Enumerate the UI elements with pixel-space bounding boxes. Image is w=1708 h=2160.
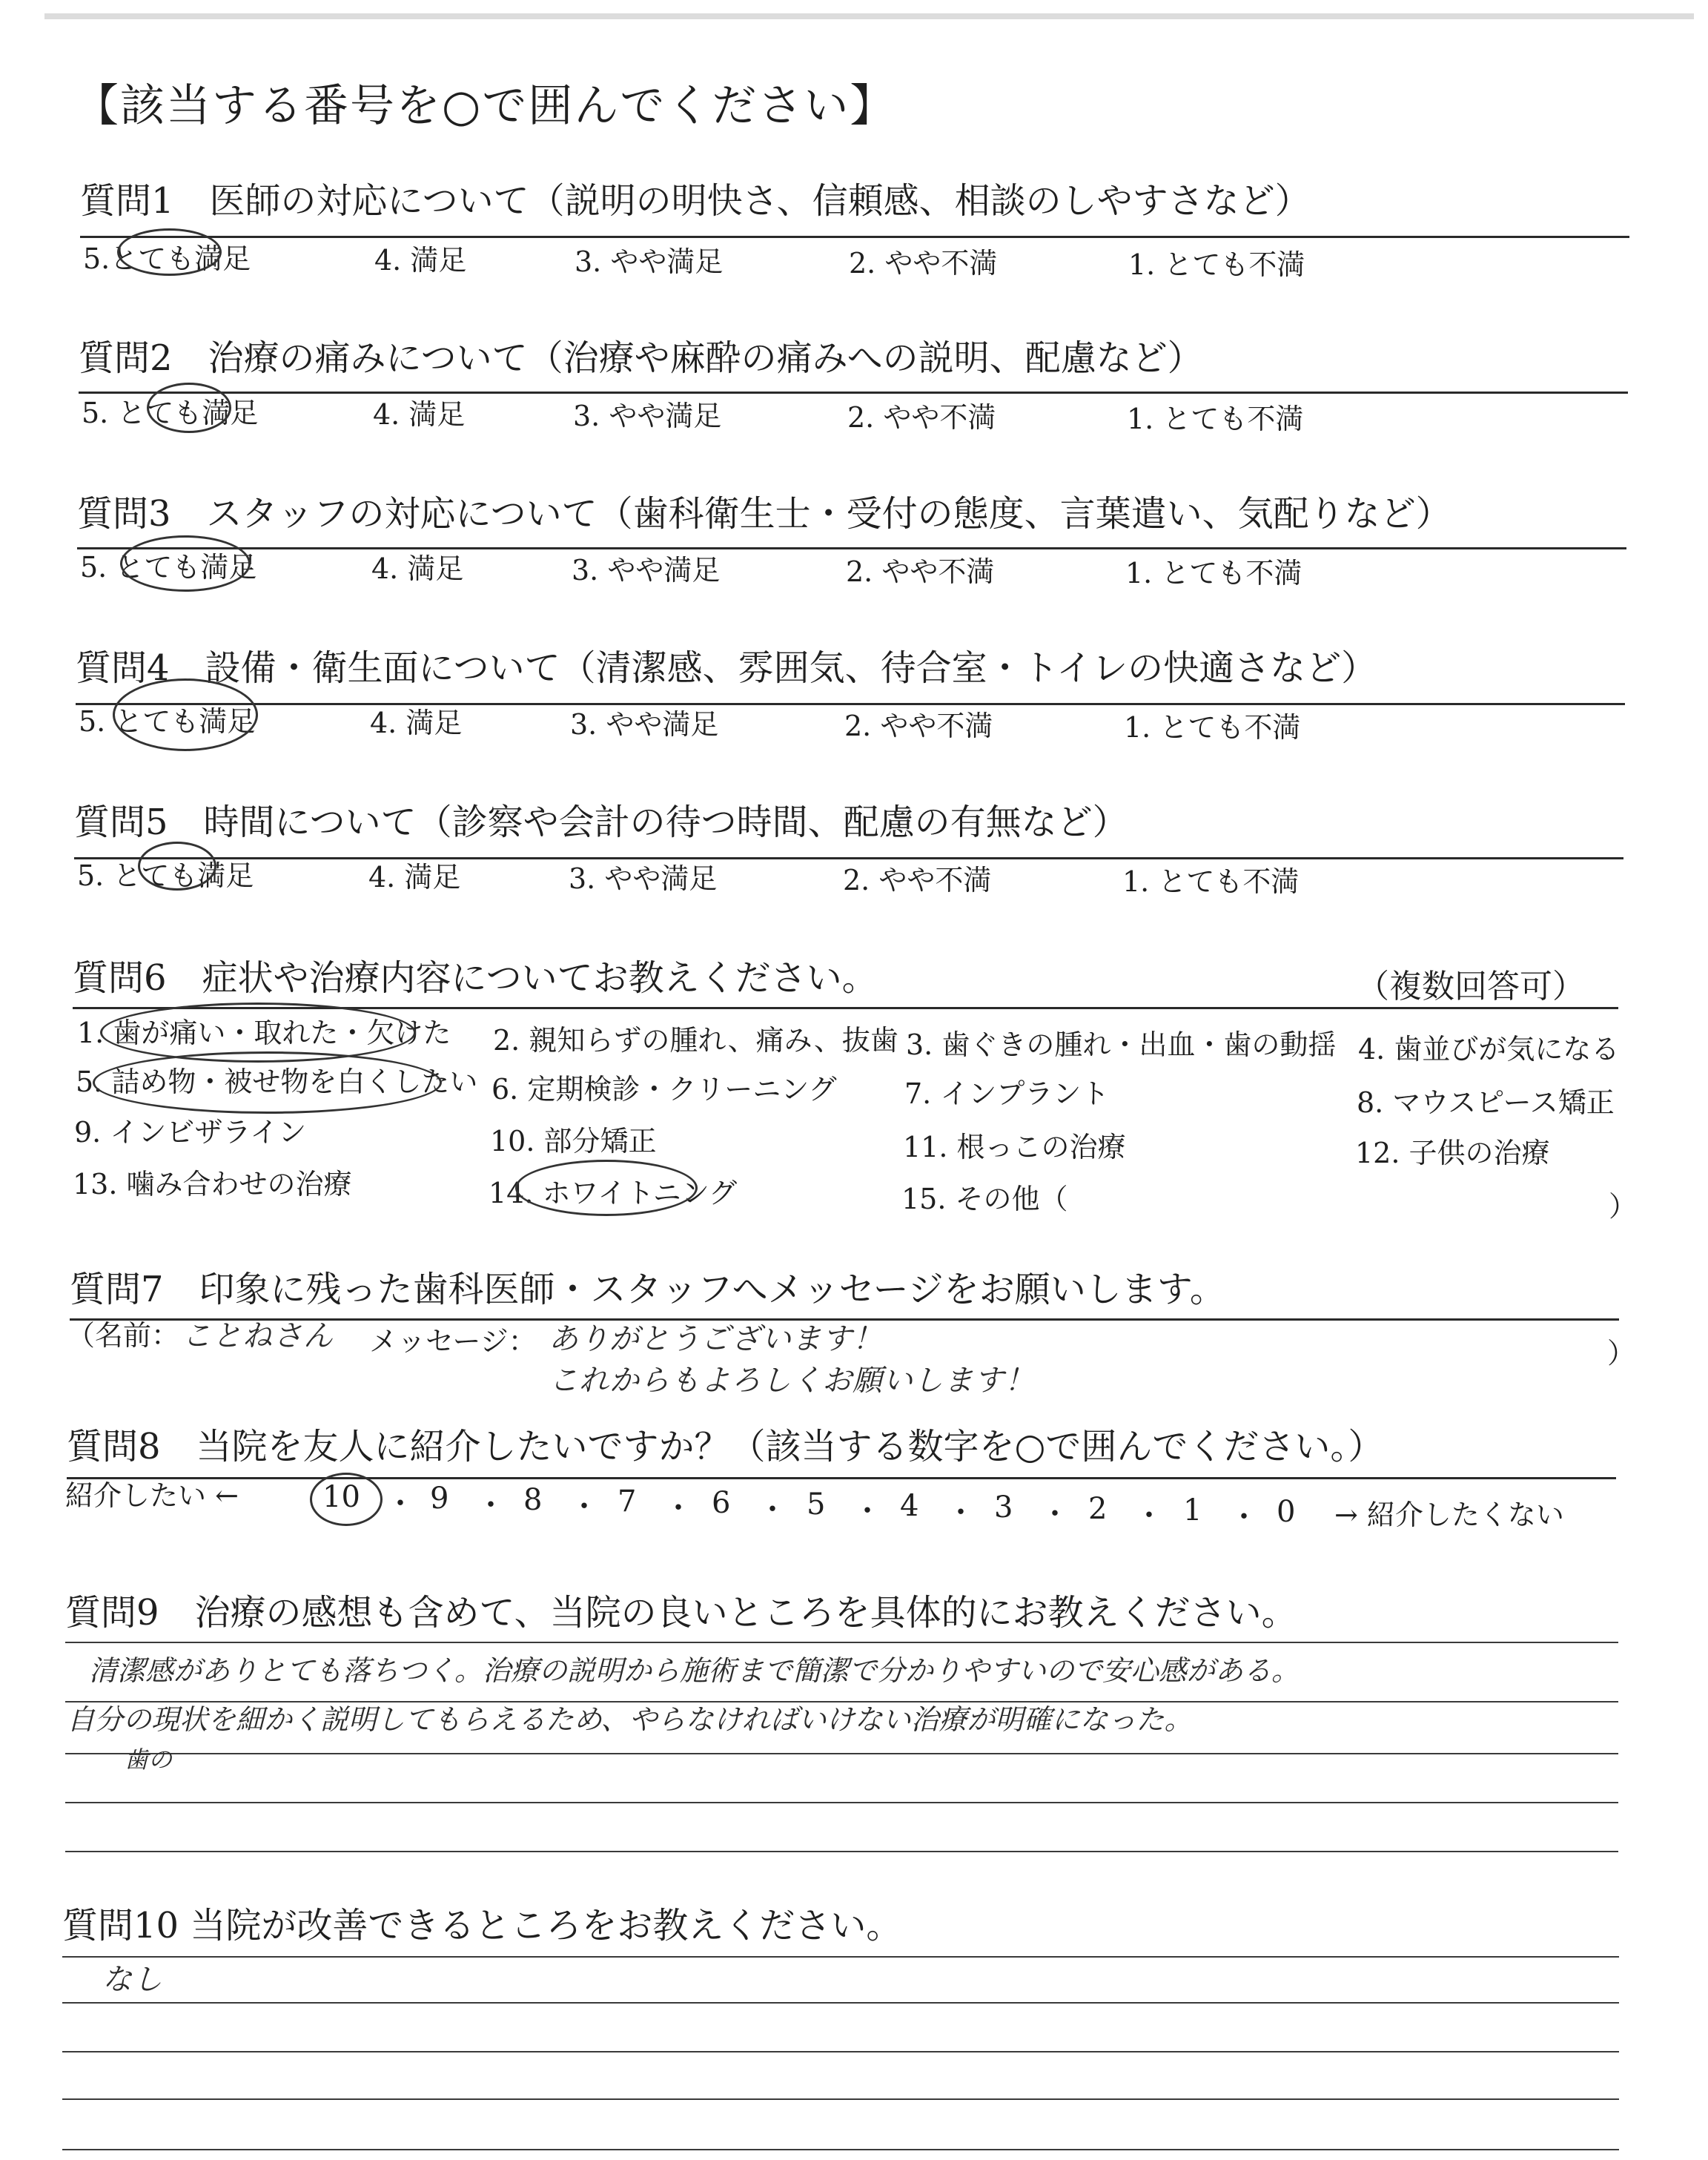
answer-circle [138,842,216,891]
scale-5[interactable]: 5 [807,1487,826,1522]
message-close-paren: ） [1607,1337,1636,1370]
recommend-right-label: → 紹介したくない [1334,1499,1564,1531]
scale-dot: ・ [853,1494,882,1528]
answer-circle-14 [515,1160,698,1216]
scale-dot: ・ [385,1487,415,1521]
answer-line [65,1802,1618,1803]
answer-circle [113,678,258,751]
answer-line [62,2098,1619,2100]
scale-0[interactable]: 0 [1277,1495,1296,1529]
option-1[interactable]: 1. とても不満 [1125,557,1302,589]
scale-6[interactable]: 6 [712,1486,731,1520]
question-rule [80,236,1629,238]
option-2[interactable]: 2. やや不満 [849,247,998,280]
symptom-13[interactable]: 13. 噛み合わせの治療 [73,1168,352,1200]
message-line-1[interactable]: ありがとうございます！ [549,1322,883,1356]
scale-dot: ・ [476,1488,506,1522]
scale-dot: ・ [946,1496,976,1530]
scale-dot: ・ [569,1490,599,1524]
message-label: メッセージ： [369,1325,537,1358]
option-4[interactable]: 4. 満足 [370,707,463,739]
scale-4[interactable]: 4 [900,1489,919,1523]
symptom-14[interactable]: 14. ホワイトニング [489,1177,738,1209]
option-4[interactable]: 4. 満足 [371,552,464,585]
option-1[interactable]: 1. とても不満 [1127,403,1304,435]
question-title: 質問1 医師の対応について（説明の明快さ、信頼感、相談のしやすさなど） [80,180,1311,222]
option-5[interactable]: 5. とても満足 [82,397,259,429]
answer-line [62,2002,1619,2004]
symptom-3[interactable]: 3. 歯ぐきの腫れ・出血・歯の動揺 [906,1028,1337,1061]
question-title: 質問6 症状や治療内容についてお教えください。 [73,957,878,999]
scan-edge [44,13,1694,19]
question-title: 質問3 スタッフの対応について（歯科衛生士・受付の態度、言葉遣い、気配りなど） [77,493,1452,535]
option-3[interactable]: 3. やや満足 [573,400,722,432]
name-label: （名前： [67,1319,180,1352]
improvement-answer[interactable]: なし [102,1963,163,1997]
scale-dot: ・ [758,1493,787,1527]
option-3[interactable]: 3. やや満足 [569,862,718,895]
symptom-15[interactable]: 15. その他（ [901,1183,1068,1215]
option-4[interactable]: 4. 満足 [373,398,466,431]
scale-dot: ・ [663,1491,693,1525]
symptom-6[interactable]: 6. 定期検診・クリーニング [491,1073,837,1106]
symptom-10[interactable]: 10. 部分矯正 [490,1125,657,1157]
message-line-2[interactable]: これからもよろしくお願いします！ [549,1364,1035,1398]
question-title: 質問9 治療の感想も含めて、当院の良いところを具体的にお教えください。 [65,1592,1297,1634]
option-2[interactable]: 2. やや不満 [847,401,996,434]
scale-7[interactable]: 7 [618,1484,637,1519]
scale-2[interactable]: 2 [1088,1492,1108,1526]
question-title: 質問4 設備・衛生面について（清潔感、雰囲気、待合室・トイレの快適さなど） [76,647,1377,689]
question-title: 質問7 印象に残った歯科医師・スタッフへメッセージをお願いします。 [70,1269,1225,1310]
option-1[interactable]: 1. とても不満 [1122,865,1300,898]
scale-3[interactable]: 3 [994,1490,1013,1525]
option-5[interactable]: 5. とても満足 [80,551,257,584]
answer-line [62,1956,1619,1958]
question-title: 質問2 治療の痛みについて（治療や麻酔の痛みへの説明、配慮など） [79,337,1203,379]
answer-line [62,2149,1619,2150]
answer-line-1[interactable]: 清潔感がありとても落ちつく。治療の説明から施術まで簡潔で分かりやすいので安心感がある。 [89,1654,1300,1687]
option-3[interactable]: 3. やや満足 [575,245,724,278]
answer-insert[interactable]: 歯の [125,1745,173,1774]
option-3[interactable]: 3. やや満足 [572,554,721,587]
scale-dot: ・ [1134,1499,1164,1533]
option-2[interactable]: 2. やや不満 [846,555,995,588]
option-1[interactable]: 1. とても不満 [1128,248,1305,281]
scale-dot: ・ [1229,1500,1259,1534]
symptom-11[interactable]: 11. 根っこの治療 [903,1131,1126,1163]
answer-line-2[interactable]: 自分の現状を細かく説明してもらえるため、やらなければいけない治療が明確になった。 [67,1703,1193,1736]
other-close-paren: ） [1609,1190,1638,1223]
answer-circle [310,1473,383,1526]
multiple-answers-note: （複数回答可） [1357,968,1585,1005]
symptom-7[interactable]: 7. インプラント [904,1077,1110,1110]
scale-1[interactable]: 1 [1183,1493,1202,1527]
answer-circle [117,228,222,276]
answer-line [65,1851,1618,1852]
question-title: 質問10 当院が改善できるところをお教えください。 [62,1905,902,1946]
answer-circle [120,535,251,592]
option-4[interactable]: 4. 満足 [368,861,461,894]
option-2[interactable]: 2. やや不満 [844,710,993,742]
recommend-left-label: 紹介したい ← [65,1479,239,1512]
symptom-9[interactable]: 9. インビザライン [74,1116,307,1149]
name-value[interactable]: ことねさん [182,1319,334,1353]
option-5[interactable]: 5. とても満足 [77,859,254,892]
scale-8[interactable]: 8 [523,1483,543,1517]
option-2[interactable]: 2. やや不満 [843,864,992,896]
option-1[interactable]: 1. とても不満 [1124,711,1301,744]
scale-10[interactable]: 10 [322,1480,360,1514]
page-title: 【該当する番号を○で囲んでください】 [74,80,896,132]
symptom-1[interactable]: 1. 歯が痛い・取れた・欠けた [77,1017,451,1049]
option-5[interactable]: 5.とても満足 [83,242,251,275]
question-rule [67,1477,1616,1479]
answer-line [65,1753,1618,1754]
symptom-5[interactable]: 5. 詰め物・被せ物を白くしたい [76,1066,478,1098]
answer-line [62,2051,1619,2052]
symptom-12[interactable]: 12. 子供の治療 [1355,1137,1550,1169]
scale-dot: ・ [1040,1497,1070,1531]
question-title: 質問5 時間について（診察や会計の待つ時間、配慮の有無など） [74,802,1128,843]
answer-line [65,1642,1618,1643]
option-4[interactable]: 4. 満足 [374,244,467,277]
symptom-4[interactable]: 4. 歯並びが気になる [1358,1033,1620,1066]
symptom-2[interactable]: 2. 親知らずの腫れ、痛み、抜歯 [493,1024,898,1057]
scale-9[interactable]: 9 [430,1482,449,1516]
option-3[interactable]: 3. やや満足 [570,708,719,741]
answer-circle-5 [93,1051,442,1114]
symptom-8[interactable]: 8. マウスピース矯正 [1357,1086,1615,1119]
question-title: 質問8 当院を友人に紹介したいですか？（該当する数字を○で囲んでください。） [67,1426,1384,1467]
option-5[interactable]: 5. とても満足 [79,705,256,738]
answer-circle [147,383,231,433]
question-rule [79,392,1628,394]
